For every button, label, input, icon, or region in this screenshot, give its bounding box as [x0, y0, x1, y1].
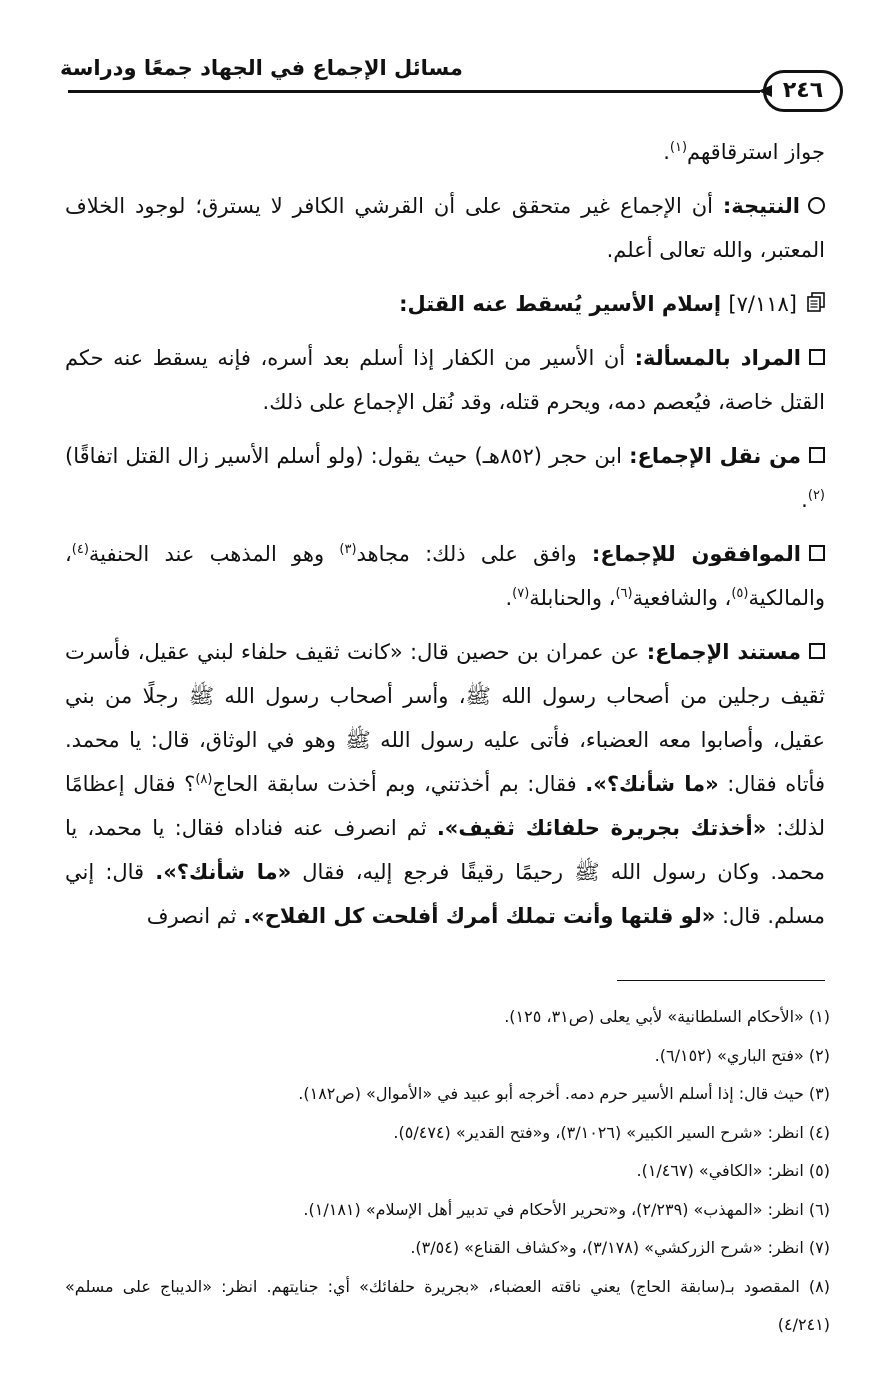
footnote-ref-4: (٤) — [71, 542, 89, 557]
transmitter-end: . — [801, 488, 808, 512]
running-header — [60, 48, 855, 108]
basis-paragraph — [65, 630, 825, 938]
footnote: (٧) انظر: «شرح الزركشي» (٣/١٧٨)، و«كشاف القناع» (٣/٥٤). — [410, 1238, 830, 1257]
agreeing-label: الموافقون للإجماع: — [591, 542, 801, 566]
meaning-paragraph — [65, 336, 825, 424]
footnote-separator — [617, 980, 825, 981]
basis-label: مستند الإجماع: — [646, 640, 801, 664]
meaning-text: أن الأسير من الكفار إذا أسلم بعد أسره، فإنه يسقط عنه حكم القتل خاصة، فيُعصم دمه، ويحرم قتله، وقد نُقل الإجماع على ذلك. — [65, 346, 825, 414]
square-bullet-icon — [809, 447, 825, 463]
footnote-ref-1: (١) — [669, 140, 688, 155]
footnote-ref-5: (٥) — [731, 586, 749, 601]
running-title: مسائل الإجماع في الجهاد جمعًا ودراسة — [60, 56, 463, 80]
hadith-text: فقال: بم أخذتني، وبم أخذت سابقة الحاج — [212, 772, 586, 796]
agreeing-text: ، والشافعية — [632, 586, 732, 610]
circle-bullet-icon — [808, 197, 825, 214]
footnote: (٢) «فتح الباري» (٦/١٥٢). — [654, 1045, 830, 1065]
footnote-ref-8: (٨) — [195, 772, 213, 787]
header-rule — [68, 90, 760, 93]
square-bullet-icon — [809, 643, 825, 659]
square-bullet-icon — [809, 545, 825, 561]
transmitter-paragraph — [65, 434, 825, 522]
square-bullet-icon — [809, 349, 825, 365]
intro-end: . — [663, 140, 670, 164]
intro-text: جواز استرقاقهم — [687, 140, 825, 164]
agreeing-text: وافق على ذلك: مجاهد — [356, 542, 577, 566]
hadith-quote: «ما شأنك؟». — [585, 772, 719, 796]
agreeing-text: وهو المذهب عند الحنفية — [88, 542, 340, 566]
footnote: (٦) انظر: «المهذب» (٢/٢٣٩)، و«تحرير الأحكام في تدبير أهل الإسلام» (١/١٨١). — [303, 1199, 830, 1219]
meaning-label: المراد بالمسألة: — [634, 346, 801, 370]
hadith-quote: «أخذتك بجريرة حلفائك ثقيف». — [436, 816, 767, 840]
hadith-quote: «ما شأنك؟». — [155, 860, 292, 884]
hadith-quote: «لو قلتها وأنت تملك أمرك أفلحت كل الفلاح». — [243, 904, 716, 928]
footnote: (٣) حيث قال: إذا أسلم الأسير حرم دمه. أخرجه أبو عبيد في «الأموال» (ص١٨٢). — [298, 1084, 830, 1103]
page-number: ٢٤٦ — [763, 70, 843, 112]
section-title: إسلام الأسير يُسقط عنه القتل: — [399, 292, 722, 316]
result-paragraph — [65, 184, 825, 272]
result-label: النتيجة: — [722, 194, 800, 218]
agreeing-paragraph — [65, 532, 825, 620]
intro-line — [65, 130, 825, 174]
hadith-text: ثم انصرف عنه فناداه فقال: يا محمد، يا محمد. وكان رسول الله ﷺ رحيمًا رقيقًا فرجع إليه، فقال — [65, 816, 825, 884]
footnote: (٥) انظر: «الكافي» (١/٤٦٧). — [636, 1161, 830, 1180]
footnote: (٨) المقصود بـ(سابقة الحاج) يعني ناقته العضباء، «بجريرة حلفائك» أي: جنايتهم. انظر: «الديباج على مسلم» (٤/٢٤١) — [65, 1276, 830, 1334]
footnote: (٤) انظر: «شرح السير الكبير» (٣/١٠٢٦)، و«فتح القدير» (٥/٤٧٤). — [393, 1122, 830, 1142]
footnote-ref-7: (٧) — [512, 586, 530, 601]
hadith-text: ثم انصرف — [146, 904, 244, 928]
transmitter-text: ابن حجر (٨٥٢هـ) حيث يقول: (ولو أسلم الأسير زال القتل اتفاقًا) — [65, 444, 623, 468]
footnotes — [65, 998, 830, 1344]
hadith-text: ؟ فقال إعظامًا لذلك: — [65, 772, 826, 840]
documents-icon — [807, 292, 825, 312]
transmitter-label: من نقل الإجماع: — [629, 444, 801, 468]
result-text: أن الإجماع غير متحقق على أن القرشي الكافر لا يسترق؛ لوجود الخلاف المعتبر، والله تعالى أعلم. — [65, 194, 825, 262]
agreeing-text: ، والمالكية — [65, 542, 825, 610]
agreeing-end: . — [505, 586, 513, 610]
agreeing-text: ، والحنابلة — [529, 586, 616, 610]
footnote-ref-6: (٦) — [615, 586, 633, 601]
section-heading — [65, 282, 825, 326]
section-number: [٧/١١٨] — [728, 292, 797, 316]
footnote-ref-2: (٢) — [807, 488, 825, 503]
hadith-text: قال: إني مسلم. قال: — [65, 860, 825, 928]
footnote-ref-3: (٣) — [339, 542, 357, 557]
main-text — [65, 130, 825, 948]
hadith-text: عن عمران بن حصين قال: «كانت ثقيف حلفاء لبني عقيل، فأسرت ثقيف رجلين من أصحاب رسول الله ﷺ، وأسر أصحاب رسول الله ﷺ رجلًا من بني عقيل، وأصابوا معه العضباء، فأتى عليه رسول الله ﷺ وهو في الوثاق، قال: يا محمد. فأتاه فقال: — [65, 640, 825, 796]
footnote: (١) «الأحكام السلطانية» لأبي يعلى (ص٣١، ١٢٥). — [504, 1007, 830, 1026]
